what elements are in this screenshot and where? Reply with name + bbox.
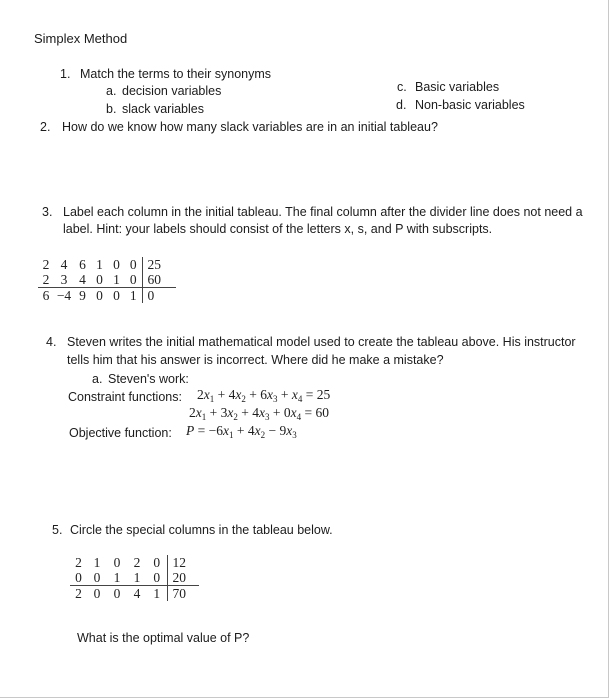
tableau-cell: 0: [93, 570, 101, 585]
q1-d-label: d.: [396, 98, 407, 112]
q1-c-text: Basic variables: [415, 80, 500, 94]
q3-tableau: [38, 257, 176, 303]
tableau-rhs-cell: 12: [167, 555, 199, 570]
tableau-cell: 0: [153, 555, 161, 570]
coefficient: 4: [247, 423, 255, 438]
tableau-cell: 6: [38, 288, 54, 304]
tableau-cell: 0: [113, 555, 121, 570]
page-title: Simplex Method: [34, 31, 128, 46]
tableau-cell: 1: [147, 586, 167, 602]
tableau-cell: 0: [129, 272, 137, 287]
q4-a-text: Steven's work:: [108, 372, 189, 386]
tableau-cell: 1: [113, 272, 120, 287]
table-row: [38, 288, 176, 304]
table-row: [70, 570, 199, 586]
table-row: [38, 272, 176, 288]
table-row: [70, 555, 199, 570]
rhs-value: 60: [315, 405, 329, 420]
coefficient: 9: [279, 423, 287, 438]
tableau-cell: 2: [42, 257, 50, 272]
q5-tableau: [70, 555, 199, 601]
tableau-cell: 4: [79, 272, 86, 287]
tableau-cell: 0: [75, 570, 82, 585]
coefficient: −6: [208, 423, 223, 438]
q1-d-text: Non-basic variables: [415, 98, 525, 112]
q2-number: 2.: [40, 120, 51, 134]
tableau-rhs-cell: 70: [167, 586, 199, 602]
tableau-cell: 0: [91, 288, 108, 304]
q5-text: Circle the special columns in the tableau below.: [70, 523, 333, 537]
coefficient: 2: [189, 405, 196, 420]
constraint-label: Constraint functions:: [68, 390, 182, 404]
q2-text: How do we know how many slack variables are in an initial tableau?: [62, 120, 438, 134]
coefficient: 2: [197, 387, 204, 402]
tableau-cell: 1: [125, 288, 142, 304]
q1-a-text: decision variables: [122, 84, 222, 98]
q5-question: What is the optimal value of P?: [77, 631, 250, 645]
q3-number: 3.: [42, 205, 53, 219]
q3-line1: Label each column in the initial tableau. The final column after the divider line does not need a: [63, 205, 583, 219]
tableau-cell: 1: [133, 570, 141, 585]
tableau-cell: 2: [75, 555, 82, 570]
objective-equation: $P = -6x_1 + 4x_2 - 9x_3$: [186, 423, 297, 440]
q5-number: 5.: [52, 523, 63, 537]
q1-c-label: c.: [397, 80, 407, 94]
table-row: [70, 586, 199, 602]
tableau-cell: 0: [96, 272, 103, 287]
tableau-cell: 0: [113, 257, 120, 272]
q4-line1: Steven writes the initial mathematical model used to create the tableau above. His instructor: [67, 335, 576, 349]
tableau-rhs-cell: 20: [167, 570, 199, 586]
constraint-equation-2: $2x_1 + 3x_2 + 4x_3 + 0x_4 = 60$: [189, 405, 329, 422]
coefficient: 4: [228, 387, 236, 402]
tableau-cell: 0: [129, 257, 137, 272]
q4-number: 4.: [46, 335, 57, 349]
tableau-rhs-cell: 60: [142, 272, 176, 288]
tableau-cell: −4: [54, 288, 74, 304]
q1-text: Match the terms to their synonyms: [80, 67, 272, 81]
q1-a-label: a.: [106, 84, 117, 98]
q3-line2: label. Hint: your labels should consist of the letters x, s, and P with subscripts.: [63, 222, 493, 236]
constraint-equation-1: $2x_1 + 4x_2 + 6x_3 + x_4 = 25$: [197, 387, 331, 404]
tableau-rhs-cell: 25: [142, 257, 176, 272]
tableau-cell: 2: [42, 272, 50, 287]
tableau-cell: 2: [133, 555, 141, 570]
tableau-cell: 4: [127, 586, 147, 602]
tableau-cell: 1: [113, 570, 121, 585]
tableau-cell: 0: [87, 586, 107, 602]
tableau-cell: 6: [79, 257, 86, 272]
tableau-rhs-cell: 0: [142, 288, 176, 304]
tableau-cell: 4: [60, 257, 68, 272]
q4-line2: tells him that his answer is incorrect. Where did he make a mistake?: [67, 353, 444, 367]
tableau-cell: 1: [93, 555, 101, 570]
tableau-cell: 3: [60, 272, 68, 287]
objective-variable: P: [186, 423, 195, 438]
coefficient: 0: [283, 405, 291, 420]
tableau-cell: 9: [74, 288, 91, 304]
q1-b-label: b.: [106, 102, 117, 116]
coefficient: 4: [252, 405, 259, 420]
tableau-cell: 0: [153, 570, 161, 585]
tableau-cell: 2: [70, 586, 87, 602]
table-row: [38, 257, 176, 272]
objective-label: Objective function:: [69, 426, 172, 440]
coefficient: 6: [260, 387, 267, 402]
coefficient: 3: [220, 405, 228, 420]
q1-b-text: slack variables: [122, 102, 204, 116]
tableau-cell: 1: [96, 257, 103, 272]
tableau-cell: 0: [107, 586, 127, 602]
rhs-value: 25: [316, 387, 331, 402]
q4-a-label: a.: [92, 372, 103, 386]
tableau-cell: 0: [108, 288, 125, 304]
q1-number: 1.: [60, 67, 71, 81]
